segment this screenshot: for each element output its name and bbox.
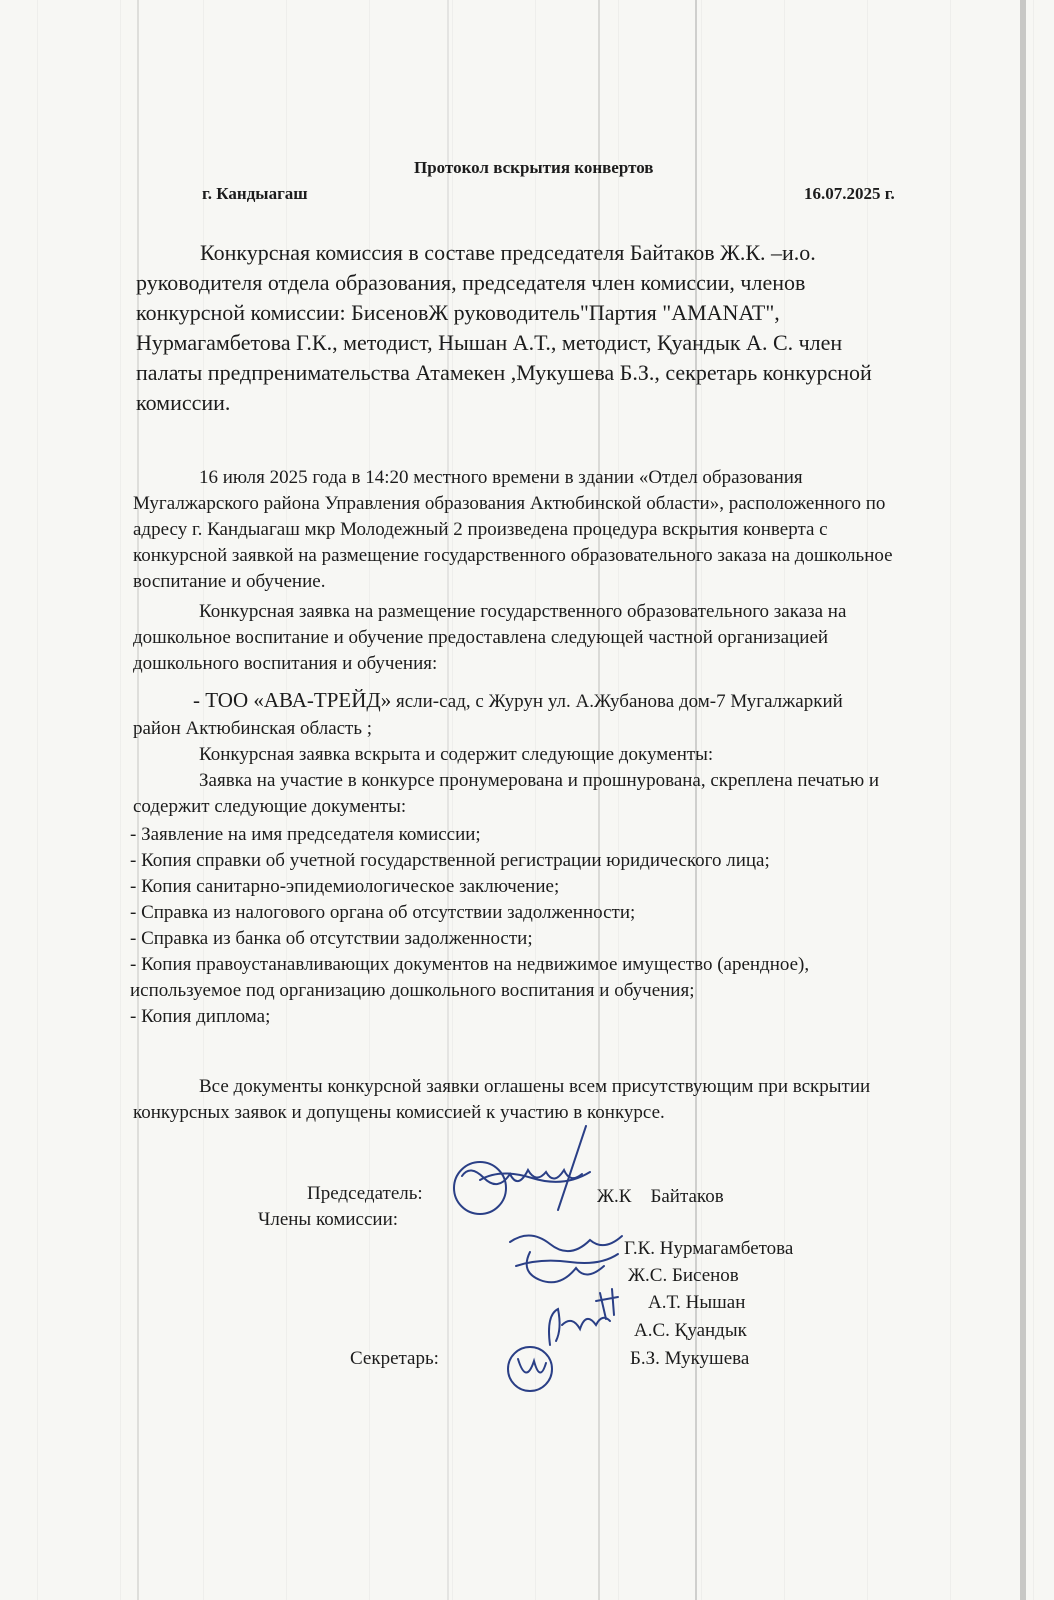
document-title: Протокол вскрытия конвертов [414,158,654,177]
paragraph-line: Заявка на участие в конкурсе пронумерована и прошнурована, скреплена печатью и [199,770,880,791]
member-name: Ж.С. Бисенов [628,1265,739,1286]
paragraph-line: палаты предпренимательства Атамекен ,Мукушева Б.З., секретарь конкурсной [136,360,872,385]
organization-address-line2: район Актюбинская область ; [133,718,373,739]
paragraph-line: содержит следующие документы: [133,796,407,817]
paragraph-line: Нурмагамбетова Г.К., методист, Нышан А.Т., методист, Қуандык А. С. член [136,330,843,355]
member-name: А.С. Қуандык [634,1320,747,1341]
secretary-name: Б.З. Мукушева [630,1348,750,1369]
list-item: - Копия диплома; [130,1006,271,1027]
member-signature [500,1285,660,1405]
organization-name: - ТОО «АВА-ТРЕЙД» [193,688,392,712]
document-date: 16.07.2025 г. [804,184,895,203]
opening-paragraph [133,465,893,595]
closing-paragraph [133,1074,870,1126]
opened-line: Конкурсная заявка вскрыта и содержит следующие документы: [199,744,714,765]
chairman-signature [440,1120,600,1220]
paragraph-line: конкурсных заявок и допущены комиссией к участию в конкурсе. [133,1102,665,1123]
documents-list [130,822,809,1030]
paragraph-line: комиссии. [136,390,231,415]
organization-address: ясли-сад, с Журун ул. А.Жубанова дом-7 Мугалжаркий [391,691,843,712]
commission-paragraph [136,238,872,418]
paragraph-line: конкурсной комиссии: БисеновЖ руководитель"Партия "AMANAT", [136,300,780,325]
members-label: Члены комиссии: [258,1209,399,1230]
list-item: - Копия правоустанавливающих документов на недвижимое имущество (арендное), [130,954,810,975]
paragraph-line: конкурсной заявкой на размещение государственного образовательного заказа на дошкольное [133,545,893,566]
chairman-label: Председатель: [307,1183,423,1204]
scan-artifact-line [1020,0,1026,1600]
city-label: г. Кандыагаш [202,184,308,203]
chairman-name: Ж.К Байтаков [597,1186,724,1207]
paragraph-line: Конкурсная заявка на размещение государственного образовательного заказа на [199,601,847,622]
paragraph-line: дошкольное воспитание и обучение предоставлена следующей частной организацией [133,627,829,648]
list-item: - Копия санитарно-эпидемиологическое заключение; [130,876,560,897]
paragraph-line: руководителя отдела образования, председателя член комиссии, членов [136,270,806,295]
application-paragraph [133,599,846,677]
member-name: Г.К. Нурмагамбетова [624,1238,794,1259]
opened-paragraph [133,742,879,820]
paragraph-line: Все документы конкурсной заявки оглашены всем присутствующим при вскрытии [199,1076,871,1097]
paragraph-line: Мугалжарского района Управления образования Актюбинской области», расположенного по [133,493,886,514]
organization-entry [133,686,843,742]
paragraph-line: дошкольного воспитания и обучения: [133,653,438,674]
list-item: - Копия справки об учетной государственной регистрации юридического лица; [130,850,770,871]
paragraph-line: воспитание и обучение. [133,571,326,592]
paragraph-line: адресу г. Кандыагаш мкр Молодежный 2 произведена процедура вскрытия конверта с [133,519,828,540]
paragraph-line: 16 июля 2025 года в 14:20 местного времени в здании «Отдел образования [199,467,803,488]
member-name: А.Т. Нышан [648,1292,746,1313]
paragraph-line: Конкурсная комиссия в составе председателя Байтаков Ж.К. –и.о. [200,240,816,265]
list-item: используемое под организацию дошкольного воспитания и обучения; [130,980,695,1001]
list-item: - Заявление на имя председателя комиссии; [130,824,481,845]
list-item: - Справка из налогового органа об отсутствии задолженности; [130,902,636,923]
secretary-label: Секретарь: [350,1348,439,1369]
list-item: - Справка из банка об отсутствии задолженности; [130,928,533,949]
